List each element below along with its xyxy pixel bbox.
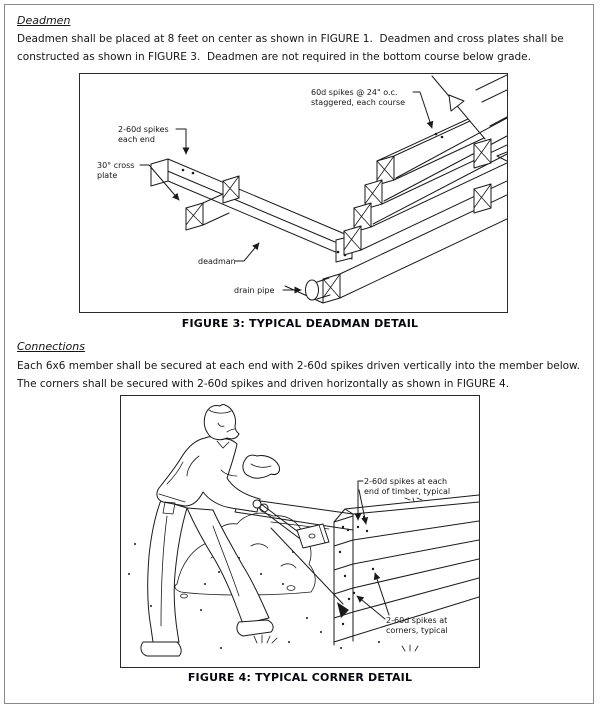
leader-deadman bbox=[235, 243, 259, 261]
section-body-deadmen: Deadmen shall be placed at 8 feet on center as shown in FIGURE 1. Deadmen and cross plates shall be constructed as shown in FIGURE 3. Deadmen are not required in the bottom course below grade. bbox=[17, 33, 568, 63]
figure4-labels bbox=[357, 477, 450, 635]
label-course-spikes-2: staggered, each course bbox=[311, 98, 406, 107]
break-line bbox=[432, 76, 485, 139]
grass-tuft-2 bbox=[402, 645, 418, 651]
break-notch bbox=[449, 95, 464, 111]
label-end-spikes-2: end of timber, typical bbox=[364, 487, 451, 496]
sledgehammer bbox=[259, 504, 329, 548]
figure4-caption: FIGURE 4: TYPICAL CORNER DETAIL bbox=[187, 671, 413, 684]
label-corner-spikes: 2-60d spikes at bbox=[386, 616, 448, 625]
label-deadman: deadman bbox=[198, 257, 236, 266]
label-end-spikes: 2-60d spikes bbox=[118, 125, 169, 134]
worker-figure bbox=[141, 405, 273, 656]
worker-torso bbox=[157, 437, 260, 512]
label-end-spikes-2: each end bbox=[118, 135, 155, 144]
cross-plate bbox=[186, 176, 239, 230]
label-corner-spikes-2: corners, typical bbox=[386, 626, 448, 635]
leader-end-spikes bbox=[358, 481, 363, 520]
section-body-connections: Each 6x6 member shall be secured at each end with 2-60d spikes driven vertically into the member below. The corners shall be secured with 2-60d spikes and driven horizontally as shown in FIGURE 4. bbox=[17, 360, 584, 390]
figure3-box bbox=[79, 73, 508, 313]
section-heading-deadmen: Deadmen bbox=[17, 14, 71, 27]
label-end-spikes: 2-60d spikes at each bbox=[364, 477, 448, 486]
grass-tuft bbox=[254, 635, 277, 643]
timber-end-faces bbox=[285, 139, 491, 303]
leader-corner-spikes-2 bbox=[375, 573, 389, 615]
label-drain-pipe: drain pipe bbox=[234, 286, 275, 295]
figure4-drawing bbox=[121, 396, 479, 667]
leader-end-spikes bbox=[176, 129, 186, 154]
label-cross-plate-2: plate bbox=[97, 171, 118, 180]
leader-course-spikes bbox=[413, 92, 432, 128]
figure3-drawing bbox=[80, 74, 507, 312]
deadman-beam bbox=[151, 159, 352, 262]
worker-left-shoe bbox=[141, 642, 181, 656]
figure3-caption: FIGURE 3: TYPICAL DEADMAN DETAIL bbox=[181, 317, 419, 330]
figure4-box bbox=[120, 395, 480, 668]
sack bbox=[243, 455, 280, 478]
label-course-spikes: 60d spikes @ 24" o.c. bbox=[311, 88, 398, 97]
label-cross-plate: 30° cross bbox=[97, 161, 135, 170]
worker-right-shoe bbox=[237, 620, 273, 636]
section-heading-connections: Connections bbox=[17, 340, 85, 353]
leader-corner-spikes bbox=[357, 596, 385, 619]
